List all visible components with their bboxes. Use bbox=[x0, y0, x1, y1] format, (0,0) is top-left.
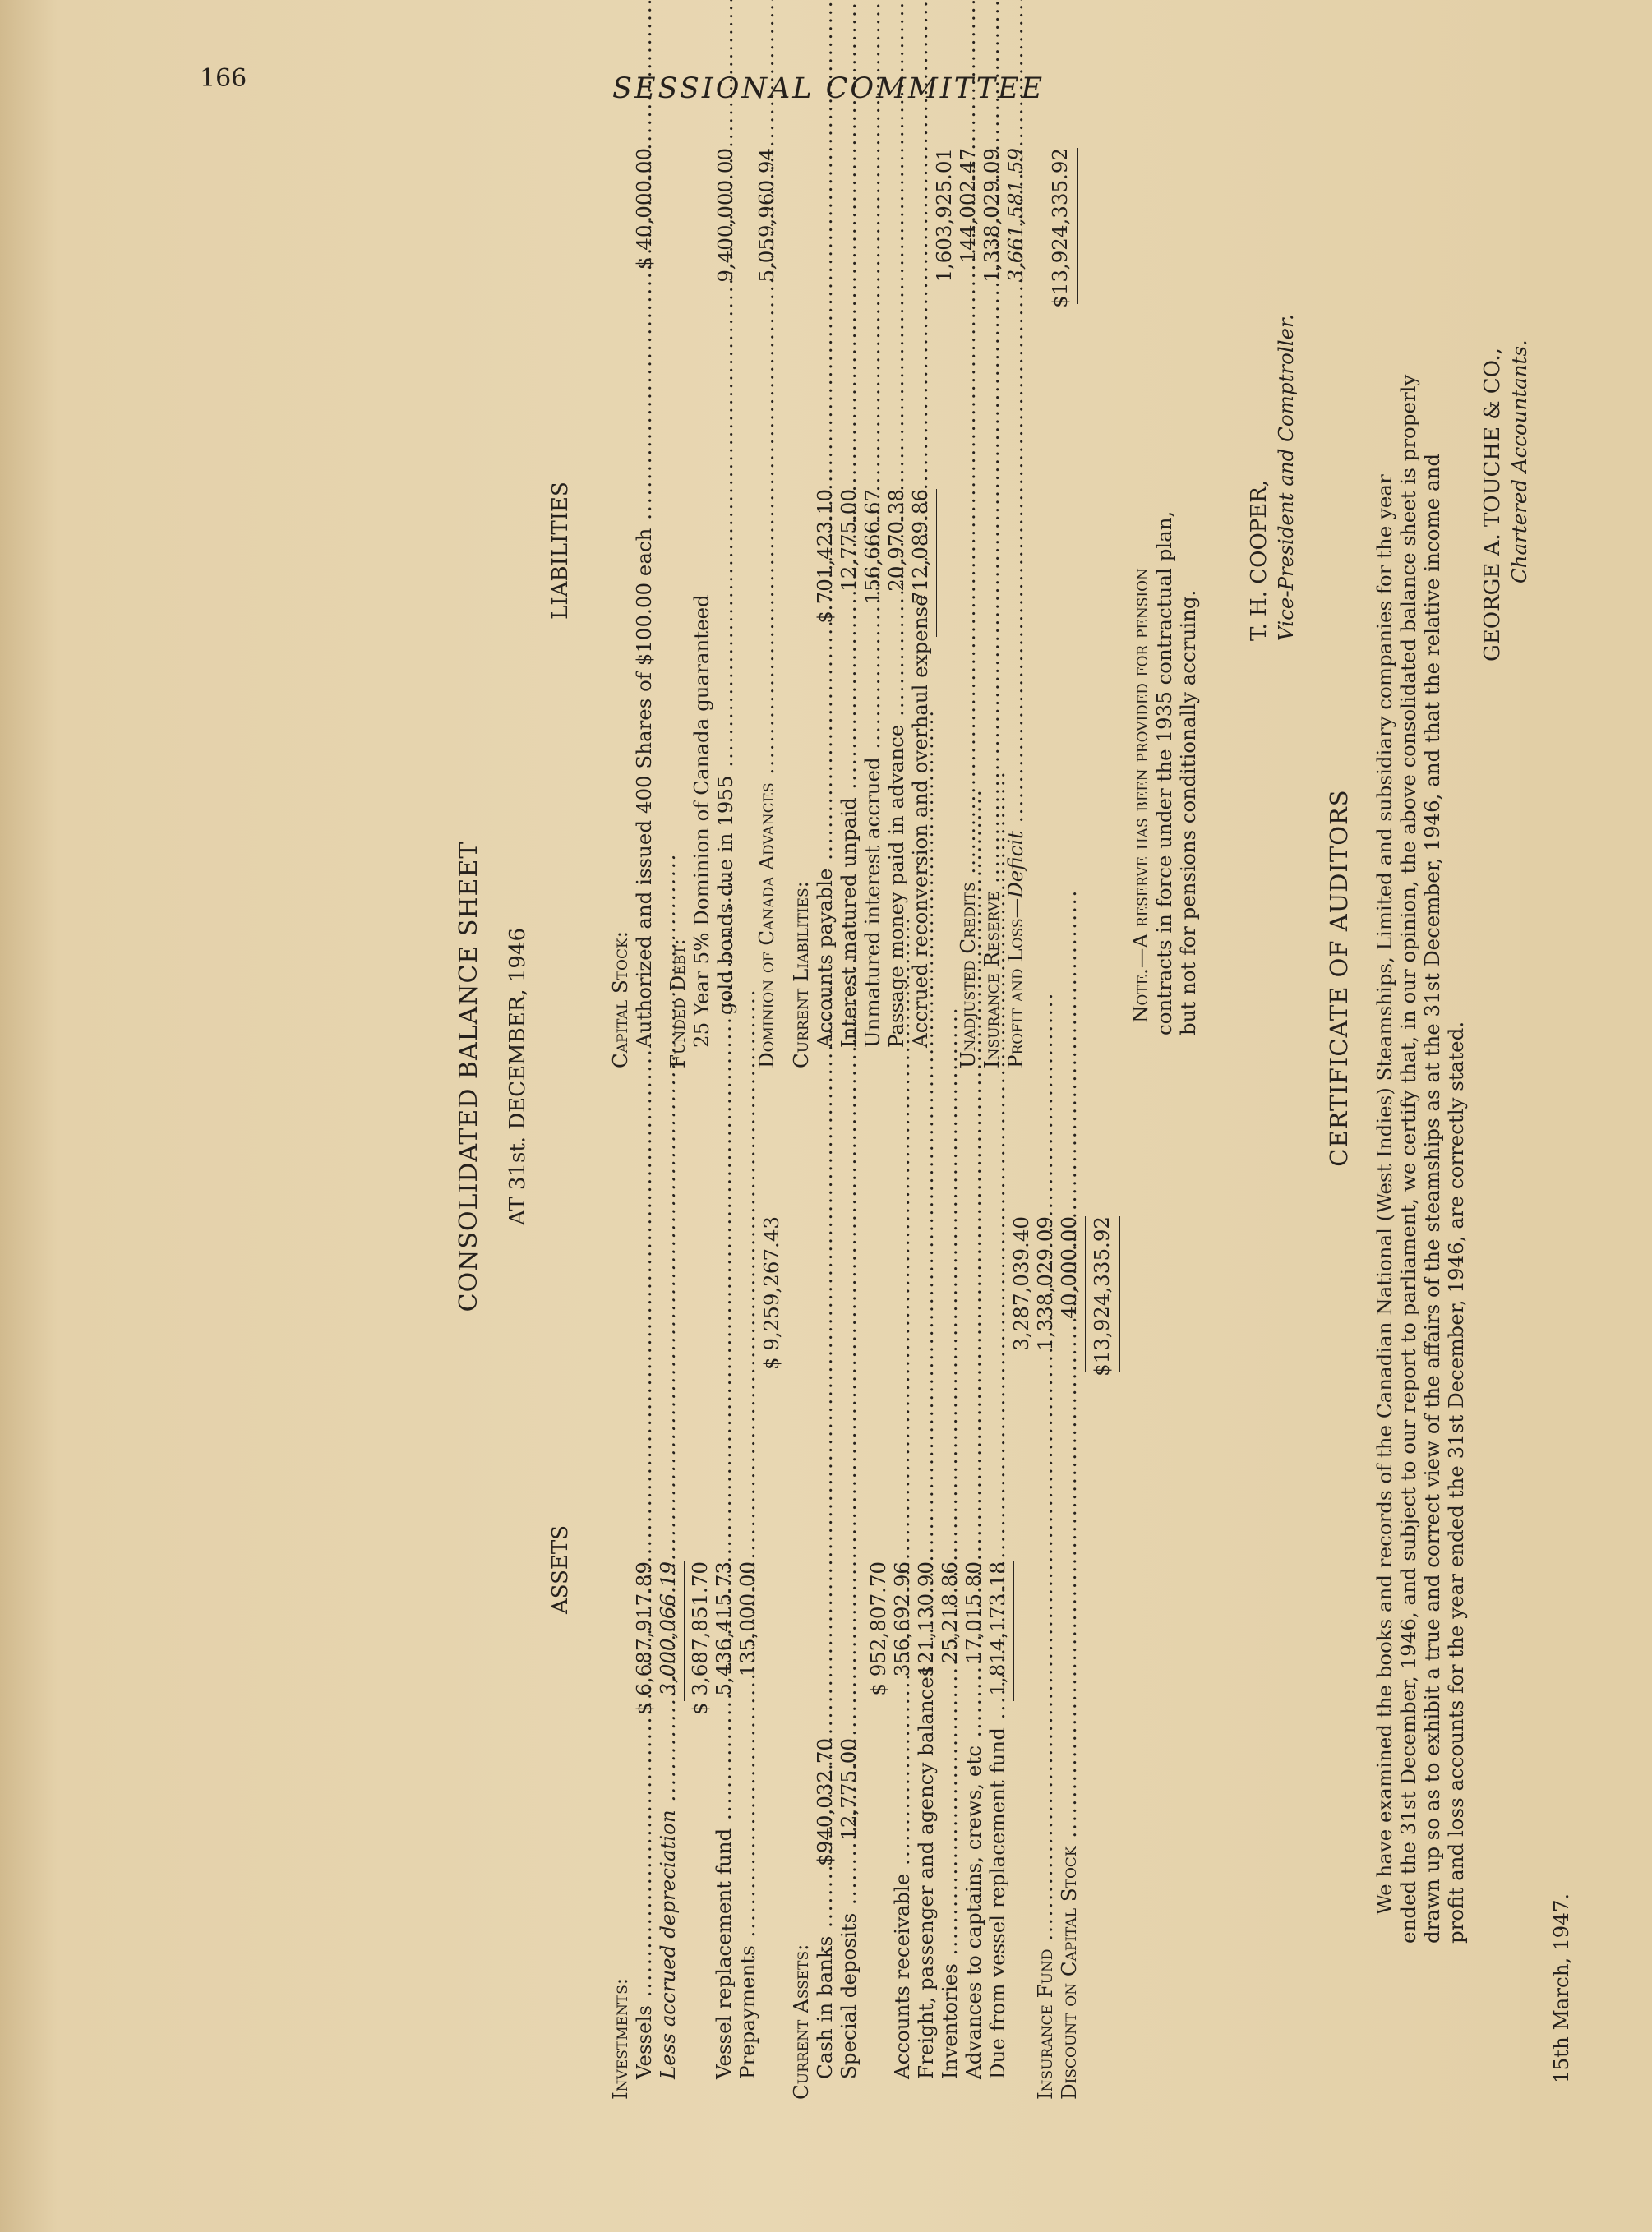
advances-value: 17,015.80 bbox=[962, 1561, 985, 1664]
rotated-balance-sheet bbox=[304, 25, 1652, 2128]
bonds-value: 9,400,000.00 bbox=[713, 148, 737, 283]
interest-matured-value: 12,775.00 bbox=[837, 489, 861, 592]
depreciation-label: Less accrued depreciation bbox=[656, 1810, 680, 2079]
liabilities-grand-total: $13,924,335.92 bbox=[1048, 148, 1072, 308]
bonds-row bbox=[713, 325, 737, 1015]
freight-value: 121,130.90 bbox=[914, 1561, 938, 1677]
funded-debt-label: Funded Debt: bbox=[666, 938, 690, 1068]
special-deposits-row bbox=[837, 1874, 861, 2079]
cash-label: Cash in banks bbox=[813, 1935, 837, 2079]
cash-value: $940,032.70 bbox=[813, 1738, 837, 1866]
authorized-value: $ 40,000.00 bbox=[632, 148, 656, 270]
auditor-title: Chartered Accountants. bbox=[1507, 339, 1531, 583]
balance-sheet-date: AT 31st. DECEMBER, 1946 bbox=[505, 927, 530, 1226]
assets-heading: ASSETS bbox=[548, 1524, 573, 1615]
unadjusted-label: Unadjusted Credits bbox=[956, 882, 980, 1068]
investments-label: Investments: bbox=[608, 1977, 632, 2100]
inventories-row bbox=[938, 1718, 962, 2079]
comptroller-title: Vice-President and Comptroller. bbox=[1274, 314, 1298, 641]
prepayments-value: 135,000.00 bbox=[736, 1561, 759, 1677]
vessels-value: $ 6,687,917.89 bbox=[632, 1561, 656, 1716]
due-row bbox=[985, 1718, 1009, 2079]
unmatured-label: Unmatured interest accrued bbox=[861, 757, 884, 1048]
balance-sheet-title: CONSOLIDATED BALANCE SHEET bbox=[455, 841, 483, 1312]
note-line2: contracts in force under the 1935 contractual plan, bbox=[1152, 510, 1176, 1035]
authorized-label: Authorized and issued 400 Shares of $100.00 each bbox=[632, 528, 656, 1048]
certificate-line1: We have examined the books and records of the Canadian National (West Indies) Steamships, Limited and subsidiary companies for the year bbox=[1373, 474, 1396, 1915]
receivable-label: Accounts receivable bbox=[890, 1873, 914, 2079]
profit-loss-label: Profit and Loss— bbox=[1004, 897, 1027, 1068]
special-deposits-value: 12,775.00 bbox=[837, 1738, 861, 1841]
note-line3: but not for pensions conditionally accruing. bbox=[1176, 589, 1200, 1035]
insurance-reserve-row bbox=[980, 325, 1004, 1068]
discount-row bbox=[1057, 1553, 1081, 2100]
authorized-row bbox=[632, 325, 656, 1048]
payable-value: $ 701,423.10 bbox=[813, 489, 837, 624]
interest-matured-label: Interest matured unpaid bbox=[837, 797, 861, 1048]
cash-total: $ 952,807.70 bbox=[866, 1561, 890, 1696]
discount-label: Discount on Capital Stock bbox=[1057, 1846, 1081, 2100]
discount-value: 40,000.00 bbox=[1057, 1216, 1081, 1319]
advances-row bbox=[962, 1718, 985, 2079]
dominion-value: 5,059,960.94 bbox=[754, 148, 778, 283]
depreciation-row bbox=[656, 1718, 680, 2079]
reconversion-label: Accrued reconversion and overhaul expense bbox=[908, 594, 932, 1048]
investments-total: $ 9,259,267.43 bbox=[759, 1216, 783, 1371]
unadjusted-row bbox=[956, 325, 980, 1068]
dominion-row bbox=[754, 325, 778, 1068]
insurance-fund-label: Insurance Fund bbox=[1033, 1948, 1057, 2100]
receivable-value: 356,692.96 bbox=[890, 1561, 914, 1677]
certificate-heading: CERTIFICATE OF AUDITORS bbox=[1325, 789, 1353, 1167]
vessels-label: Vessels bbox=[632, 2005, 656, 2079]
certificate-line3: drawn up so as to exhibit a true and correct view of the affairs of the steamships as at the 31st December, 1946, and that the relative income and bbox=[1420, 453, 1444, 1944]
current-liabilities-total: 1,603,925.01 bbox=[932, 148, 956, 283]
insurance-fund-row bbox=[1033, 1553, 1057, 2100]
rule bbox=[936, 489, 937, 637]
certificate-line2: ended the 31st December, 1946, and subject to our report to parliament, we certify that, in our opinion, the above consolidated balance sheet is properly bbox=[1396, 374, 1420, 1944]
insurance-reserve-value: 1,338,029.09 bbox=[980, 148, 1004, 283]
freight-row bbox=[914, 1666, 938, 2079]
payable-label: Accounts payable bbox=[813, 868, 837, 1048]
interest-matured-row bbox=[837, 649, 861, 1048]
rule bbox=[684, 1561, 685, 1701]
vessel-fund-label: Vessel replacement fund bbox=[712, 1828, 736, 2079]
inventories-label: Inventories bbox=[938, 1963, 962, 2079]
freight-label: Freight, passenger and agency balances bbox=[914, 1666, 938, 2079]
unmatured-row bbox=[861, 649, 884, 1048]
receivable-row bbox=[890, 1718, 914, 2079]
double-rule bbox=[1119, 1216, 1124, 1372]
inventories-value: 25,218.86 bbox=[938, 1561, 962, 1664]
capital-stock-label: Capital Stock: bbox=[608, 931, 632, 1068]
running-head: SESSIONAL COMMITTEE bbox=[612, 72, 1045, 105]
passage-row bbox=[884, 649, 908, 1048]
page-number: 166 bbox=[200, 64, 247, 93]
payable-row bbox=[813, 649, 837, 1048]
current-liabilities-label: Current Liabilities: bbox=[789, 881, 813, 1068]
double-rule bbox=[1077, 148, 1082, 304]
due-label: Due from vessel replacement fund bbox=[985, 1727, 1009, 2079]
vessel-fund-value: 5,436,415.73 bbox=[712, 1561, 736, 1696]
certificate-date: 15th March, 1947. bbox=[1549, 1893, 1573, 2083]
assets-grand-total: $13,924,335.92 bbox=[1090, 1216, 1114, 1377]
passage-value: 20,970.38 bbox=[884, 489, 908, 592]
unmatured-value: 156,666.67 bbox=[861, 489, 884, 605]
profit-loss-row bbox=[1004, 325, 1027, 1068]
bonds-line2: gold bonds due in 1955 bbox=[713, 775, 737, 1015]
vessel-fund-row bbox=[712, 1718, 736, 2079]
insurance-reserve-label: Insurance Reserve bbox=[980, 891, 1004, 1068]
special-deposits-label: Special deposits bbox=[837, 1912, 861, 2079]
profit-loss-value: 3,661,581.59 bbox=[1004, 148, 1027, 283]
vessels-row bbox=[632, 1718, 656, 2079]
prepayments-row bbox=[736, 1718, 759, 2079]
profit-loss-deficit: Deficit bbox=[1004, 830, 1027, 898]
comptroller-name: T. H. COOPER, bbox=[1247, 479, 1271, 641]
auditor-name: GEORGE A. TOUCHE & CO., bbox=[1480, 348, 1505, 662]
rule bbox=[1013, 1561, 1014, 1701]
depreciation-value: 3,000,066.19 bbox=[656, 1561, 680, 1696]
reconversion-value: 712,089.86 bbox=[908, 489, 932, 605]
current-assets-total: 3,287,039.40 bbox=[1009, 1216, 1033, 1351]
net-vessels-value: $ 3,687,851.70 bbox=[688, 1561, 712, 1716]
reconversion-row bbox=[908, 594, 932, 1048]
note-line1: Note.—A reserve has been provided for pension bbox=[1128, 568, 1152, 1023]
advances-label: Advances to captains, crews, etc bbox=[962, 1745, 985, 2079]
bonds-line1: 25 Year 5% Dominion of Canada guaranteed bbox=[690, 594, 713, 1048]
cash-row bbox=[813, 1874, 837, 2079]
insurance-fund-value: 1,338,029.09 bbox=[1033, 1216, 1057, 1351]
due-value: 1,814,173.18 bbox=[985, 1561, 1009, 1696]
liabilities-heading: LIABILITIES bbox=[548, 482, 573, 620]
unadjusted-value: 144,002.47 bbox=[956, 148, 980, 264]
passage-label: Passage money paid in advance bbox=[884, 724, 908, 1048]
certificate-line4: profit and loss accounts for the year ended the 31st December, 1946, are correctly stated. bbox=[1444, 1021, 1468, 1944]
dominion-label: Dominion of Canada Advances bbox=[754, 782, 778, 1068]
current-assets-label: Current Assets: bbox=[789, 1944, 813, 2100]
rule bbox=[1085, 1216, 1086, 1372]
prepayments-label: Prepayments bbox=[736, 1945, 759, 2079]
